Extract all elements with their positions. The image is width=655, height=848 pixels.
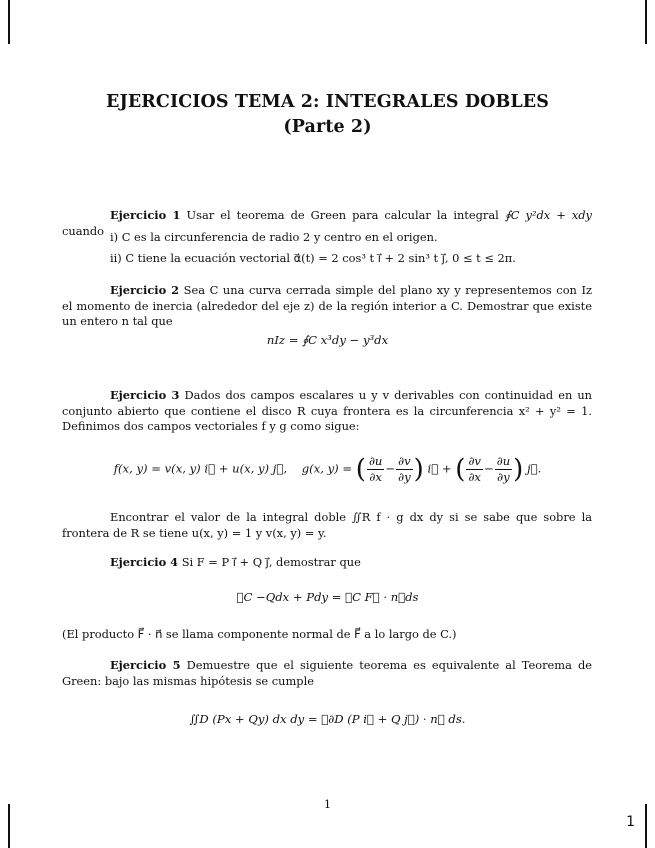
exercise-2-text: Sea C una curva cerrada simple del plano xy y representemos con Iz el momento de inercia (alrededor del eje z) de la región interior a C. Demostrar que existe un entero n tal que	[62, 283, 592, 328]
exercise-4-note: (El producto F⃗ · n⃗ se llama componente normal de F⃗ a lo largo de C.)	[62, 627, 457, 641]
exercise-1-item-i: i) C es la circunferencia de radio 2 y centro en el origen.	[110, 230, 438, 244]
exercise-3-equation: f(x, y) = v(x, y) i⃗ + u(x, y) j⃗, g(x, y) = ( $\frac{\partial u}{\partial x}$ − $\frac{\partial v}{\partial y}$ ) i⃗ + ( $\frac{\partial v}{\partial x}$ − $\frac{\partial u}{\partial y}$ ) j⃗.	[113, 454, 542, 485]
page-number: 1	[323, 797, 332, 811]
exercise-3-eq-f: f(x, y) = v(x, y) i⃗ + u(x, y) j⃗,	[113, 461, 288, 476]
crop-mark-top-right	[645, 0, 647, 44]
exercise-3-heading: Ejercicio 3	[110, 388, 180, 402]
exercise-5-equation: ∬D (Px + Qy) dx dy = ∮∂D (P i⃗ + Q j⃗) · n⃗ ds.	[189, 712, 466, 726]
exercise-5	[62, 658, 592, 689]
corner-page-number: 1	[626, 814, 635, 830]
exercise-2-equation: nIz = ∮C x³dy − y³dx	[266, 333, 389, 347]
exercise-3	[62, 388, 592, 435]
exercise-5-heading: Ejercicio 5	[110, 658, 181, 672]
exercise-3-question: Encontrar el valor de la integral doble ∬R f · g dx dy si se sabe que sobre la frontera de R se tiene u(x, y) = 1 y v(x, y) = y.	[62, 510, 592, 540]
exercise-1-item-ii: ii) C tiene la ecuación vectorial α⃗(t) = 2 cos³ t i⃗ + 2 sin³ t j⃗, 0 ≤ t ≤ 2π.	[110, 251, 516, 265]
exercise-3-eq-g-lhs: g(x, y) =	[301, 461, 353, 476]
exercise-4	[62, 555, 592, 571]
exercise-1-tail: cuando	[62, 223, 104, 238]
exercise-4-heading: Ejercicio 4	[110, 555, 179, 569]
exercise-1-heading: Ejercicio 1	[110, 208, 181, 222]
exercise-3-text: Dados dos campos escalares u y v derivables con continuidad en un conjunto abierto que contiene el disco R cuya frontera es la circunferencia x² + y² = 1. Definimos dos campos vectoriales f y g como sigue:	[62, 388, 592, 433]
exercise-4-equation: ∮C −Qdx + Pdy = ∮C F⃗ · n⃗ds	[236, 590, 419, 604]
crop-mark-top-left	[8, 0, 10, 44]
document-subtitle: (Parte 2)	[283, 117, 372, 137]
exercise-1-integral: ∮C y²dx + xdy	[504, 208, 592, 222]
exercise-1-text: Usar el teorema de Green para calcular la integral	[186, 208, 499, 222]
exercise-4-text: Si F = P i⃗ + Q j⃗, demostrar que	[181, 555, 361, 569]
exercise-2	[62, 283, 592, 330]
exercise-2-heading: Ejercicio 2	[110, 283, 180, 297]
exercise-5-text: Demuestre que el siguiente teorema es equivalente al Teorema de Green: bajo las mismas hipótesis se cumple	[62, 658, 592, 688]
document-title: EJERCICIOS TEMA 2: INTEGRALES DOBLES	[106, 92, 549, 112]
